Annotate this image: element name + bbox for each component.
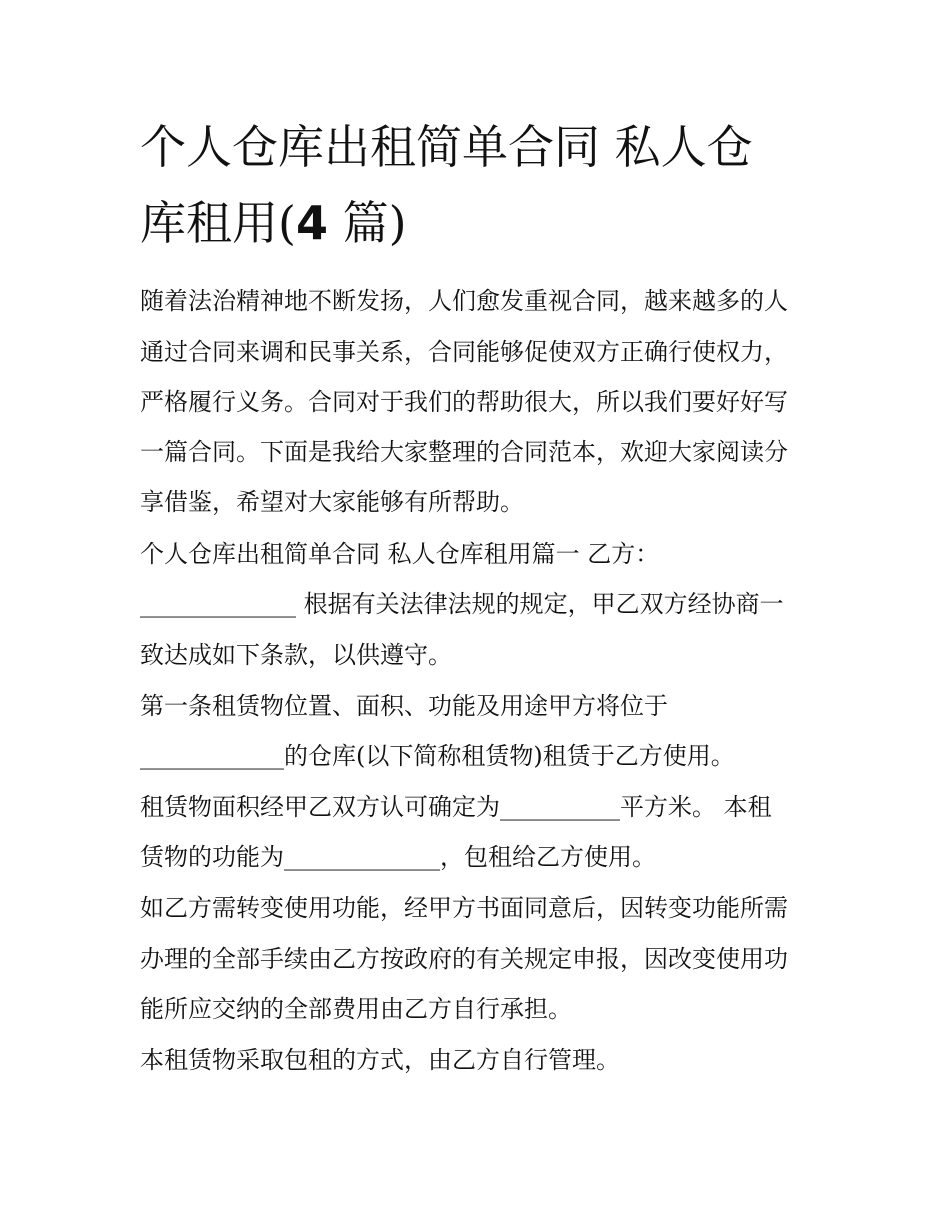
section-heading-line: 个人仓库出租简单合同 私人仓库租用篇一 乙方： — [140, 540, 660, 568]
article-one-line-2: ____________的仓库(以下简称租赁物)租赁于乙方使用。 — [140, 742, 735, 770]
article-one-line-1: 第一条租赁物位置、面积、功能及用途甲方将位于 — [140, 692, 668, 720]
body-line-7: _____________ 根据有关法律法规的规定，甲乙双方经协商一 — [140, 590, 784, 618]
area-line-2: 赁物的功能为_____________，包租给乙方使用。 — [140, 843, 656, 871]
body-line-4: 一篇合同。下面是我给大家整理的合同范本，欢迎大家阅读分 — [140, 438, 788, 466]
management-line: 本租赁物采取包租的方式，由乙方自行管理。 — [140, 1046, 620, 1074]
function-change-line-1: 如乙方需转变使用功能，经甲方书面同意后，因转变功能所需 — [140, 894, 788, 922]
document-title-line-1: 个人仓库出租简单合同 私人仓 — [140, 120, 753, 174]
body-line-2: 通过合同来调和民事关系，合同能够促使双方正确行使权力， — [140, 338, 788, 366]
document-title-line-2: 库租用(4 篇) — [140, 196, 407, 250]
function-change-line-2: 办理的全部手续由乙方按政府的有关规定申报，因改变使用功 — [140, 945, 788, 973]
body-line-5: 享借鉴，希望对大家能够有所帮助。 — [140, 488, 524, 516]
area-line-1: 租赁物面积经甲乙双方认可确定为__________平方米。 本租 — [140, 793, 772, 821]
body-line-3: 严格履行义务。合同对于我们的帮助很大，所以我们要好好写 — [140, 388, 788, 416]
body-line-8: 致达成如下条款，以供遵守。 — [140, 641, 452, 669]
body-line-1: 随着法治精神地不断发扬，人们愈发重视合同，越来越多的人 — [140, 287, 788, 315]
function-change-line-3: 能所应交纳的全部费用由乙方自行承担。 — [140, 995, 572, 1023]
